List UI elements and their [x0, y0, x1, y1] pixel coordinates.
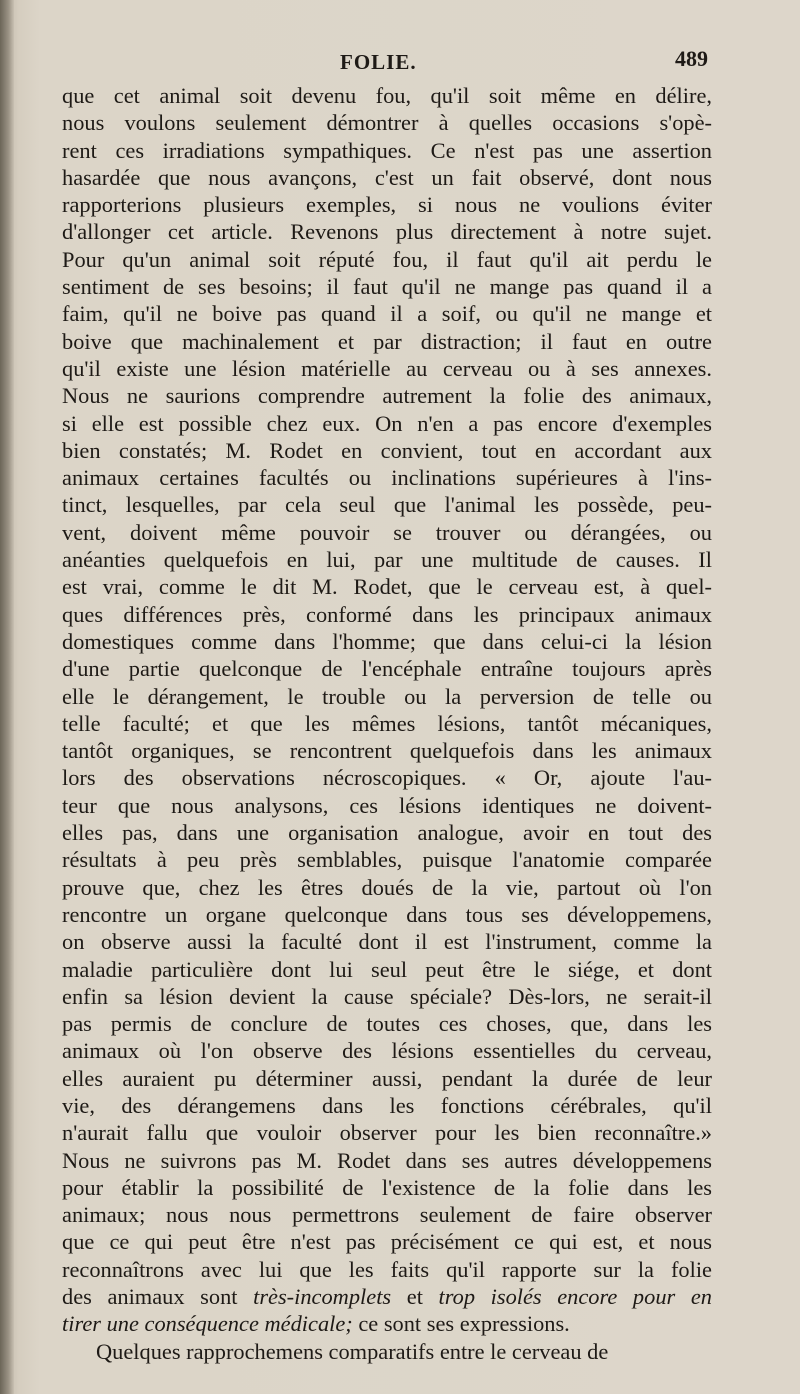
text-line-22: d'une partie quelconque de l'encéphale entraîne toujours après: [62, 656, 712, 682]
text-line-44: reconnaîtrons avec lui que les faits qu'il rapporte sur la folie: [62, 1256, 712, 1282]
text-line-31: rencontre un organe quelconque dans tous ses développemens,: [62, 901, 712, 927]
text-line-3: rent ces irradiations sympathiques. Ce n'est pas une assertion: [62, 137, 712, 163]
text-line-24: telle faculté; et que les mêmes lésions, tantôt mécaniques,: [62, 710, 712, 736]
text-line-30: prouve que, chez les êtres doués de la vie, partout où l'on: [62, 874, 712, 900]
text-line-27: teur que nous analysons, ces lésions identiques ne doivent-: [62, 792, 712, 818]
text-line-1: que cet animal soit devenu fou, qu'il soit même en délire,: [62, 83, 712, 108]
text-line-10: boive que machinalement et par distraction; il faut en outre: [62, 328, 712, 354]
text-line-42: animaux; nous nous permettrons seulement de faire observer: [62, 1202, 712, 1228]
italic-run: tirer une conséquence médicale;: [62, 1311, 353, 1337]
text-line-5: rapporterions plusieurs exemples, si nous ne voulions éviter: [62, 192, 712, 218]
text-line-17: vent, doivent même pouvoir se trouver ou dérangées, ou: [62, 519, 712, 545]
text-line-29: résultats à peu près semblables, puisque l'anatomie comparée: [62, 847, 712, 873]
text-line-14: bien constatés; M. Rodet en convient, tout en accordant aux: [62, 437, 712, 463]
text-line-18: anéanties quelquefois en lui, par une multitude de causes. Il: [62, 547, 712, 573]
page-number: 489: [675, 46, 708, 71]
italic-run: très-incomplets: [253, 1284, 392, 1310]
text-line-21: domestiques comme dans l'homme; que dans celui-ci la lésion: [62, 628, 712, 654]
text-line-19: est vrai, comme le dit M. Rodet, que le cerveau est, à quel-: [62, 574, 712, 600]
text-line-12: Nous ne saurions comprendre autrement la folie des animaux,: [62, 383, 712, 409]
text-line-20: ques différences près, conformé dans les principaux animaux: [62, 601, 712, 627]
text-run: ce sont ses expressions.: [352, 1311, 570, 1337]
text-line-25: tantôt organiques, se rencontrent quelquefois dans les animaux: [62, 738, 712, 764]
text-run: et: [391, 1284, 439, 1310]
text-line-32: on observe aussi la faculté dont il est l'instrument, comme la: [62, 929, 712, 955]
italic-run: trop isolés encore pour en: [438, 1284, 712, 1310]
text-line-15: animaux certaines facultés ou inclinations supérieures à l'ins-: [62, 465, 712, 491]
text-line-7: Pour qu'un animal soit réputé fou, il faut qu'il ait perdu le: [62, 246, 712, 272]
text-line-16: tinct, lesquelles, par cela seul que l'animal les possède, peu-: [62, 492, 712, 518]
text-line-41: pour établir la possibilité de l'existence de la folie dans les: [62, 1174, 712, 1200]
text-line-33: maladie particulière dont lui seul peut être le siége, et dont: [62, 956, 712, 982]
text-line-13: si elle est possible chez eux. On n'en a pas encore d'exemples: [62, 410, 712, 436]
text-line-2: nous voulons seulement démontrer à quelles occasions s'opè-: [62, 110, 712, 136]
text-line-6: d'allonger cet article. Revenons plus directement à notre sujet.: [62, 219, 712, 245]
text-line-37: elles auraient pu déterminer aussi, pendant la durée de leur: [62, 1065, 712, 1091]
text-line-47: Quelques rapprochemens comparatifs entre le cerveau de: [96, 1338, 609, 1364]
body-text: [62, 82, 712, 1365]
running-head: FOLIE.: [340, 50, 417, 74]
text-line-38: vie, des dérangemens dans les fonctions cérébrales, qu'il: [62, 1092, 712, 1118]
text-line-46: [62, 1310, 712, 1337]
text-line-23: elle le dérangement, le trouble ou la perversion de telle ou: [62, 683, 712, 709]
text-line-43: que ce qui peut être n'est pas précisément ce qui est, et nous: [62, 1229, 712, 1255]
text-line-34: enfin sa lésion devient la cause spéciale? Dès-lors, ne serait-il: [62, 983, 712, 1009]
text-line-39: n'aurait fallu que vouloir observer pour les bien reconnaître.»: [62, 1120, 712, 1146]
text-line-4: hasardée que nous avançons, c'est un fait observé, dont nous: [62, 164, 712, 190]
text-run: des animaux sont: [62, 1284, 254, 1310]
text-line-28: elles pas, dans une organisation analogue, avoir en tout des: [62, 820, 712, 846]
text-line-9: faim, qu'il ne boive pas quand il a soif, ou qu'il ne mange et: [62, 301, 712, 327]
text-line-36: animaux où l'on observe des lésions essentielles du cerveau,: [62, 1038, 712, 1064]
text-line-45: [62, 1283, 712, 1310]
text-line-11: qu'il existe une lésion matérielle au cerveau ou à ses annexes.: [62, 355, 712, 381]
text-line-35: pas permis de conclure de toutes ces choses, que, dans les: [62, 1011, 712, 1037]
text-line-8: sentiment de ses besoins; il faut qu'il ne mange pas quand il a: [62, 274, 712, 300]
text-line-40: Nous ne suivrons pas M. Rodet dans ses autres développemens: [62, 1147, 712, 1173]
book-binding-edge: [0, 0, 14, 1394]
page-header: [60, 44, 708, 84]
text-line-26: lors des observations nécroscopiques. « Or, ajoute l'au-: [62, 765, 712, 791]
